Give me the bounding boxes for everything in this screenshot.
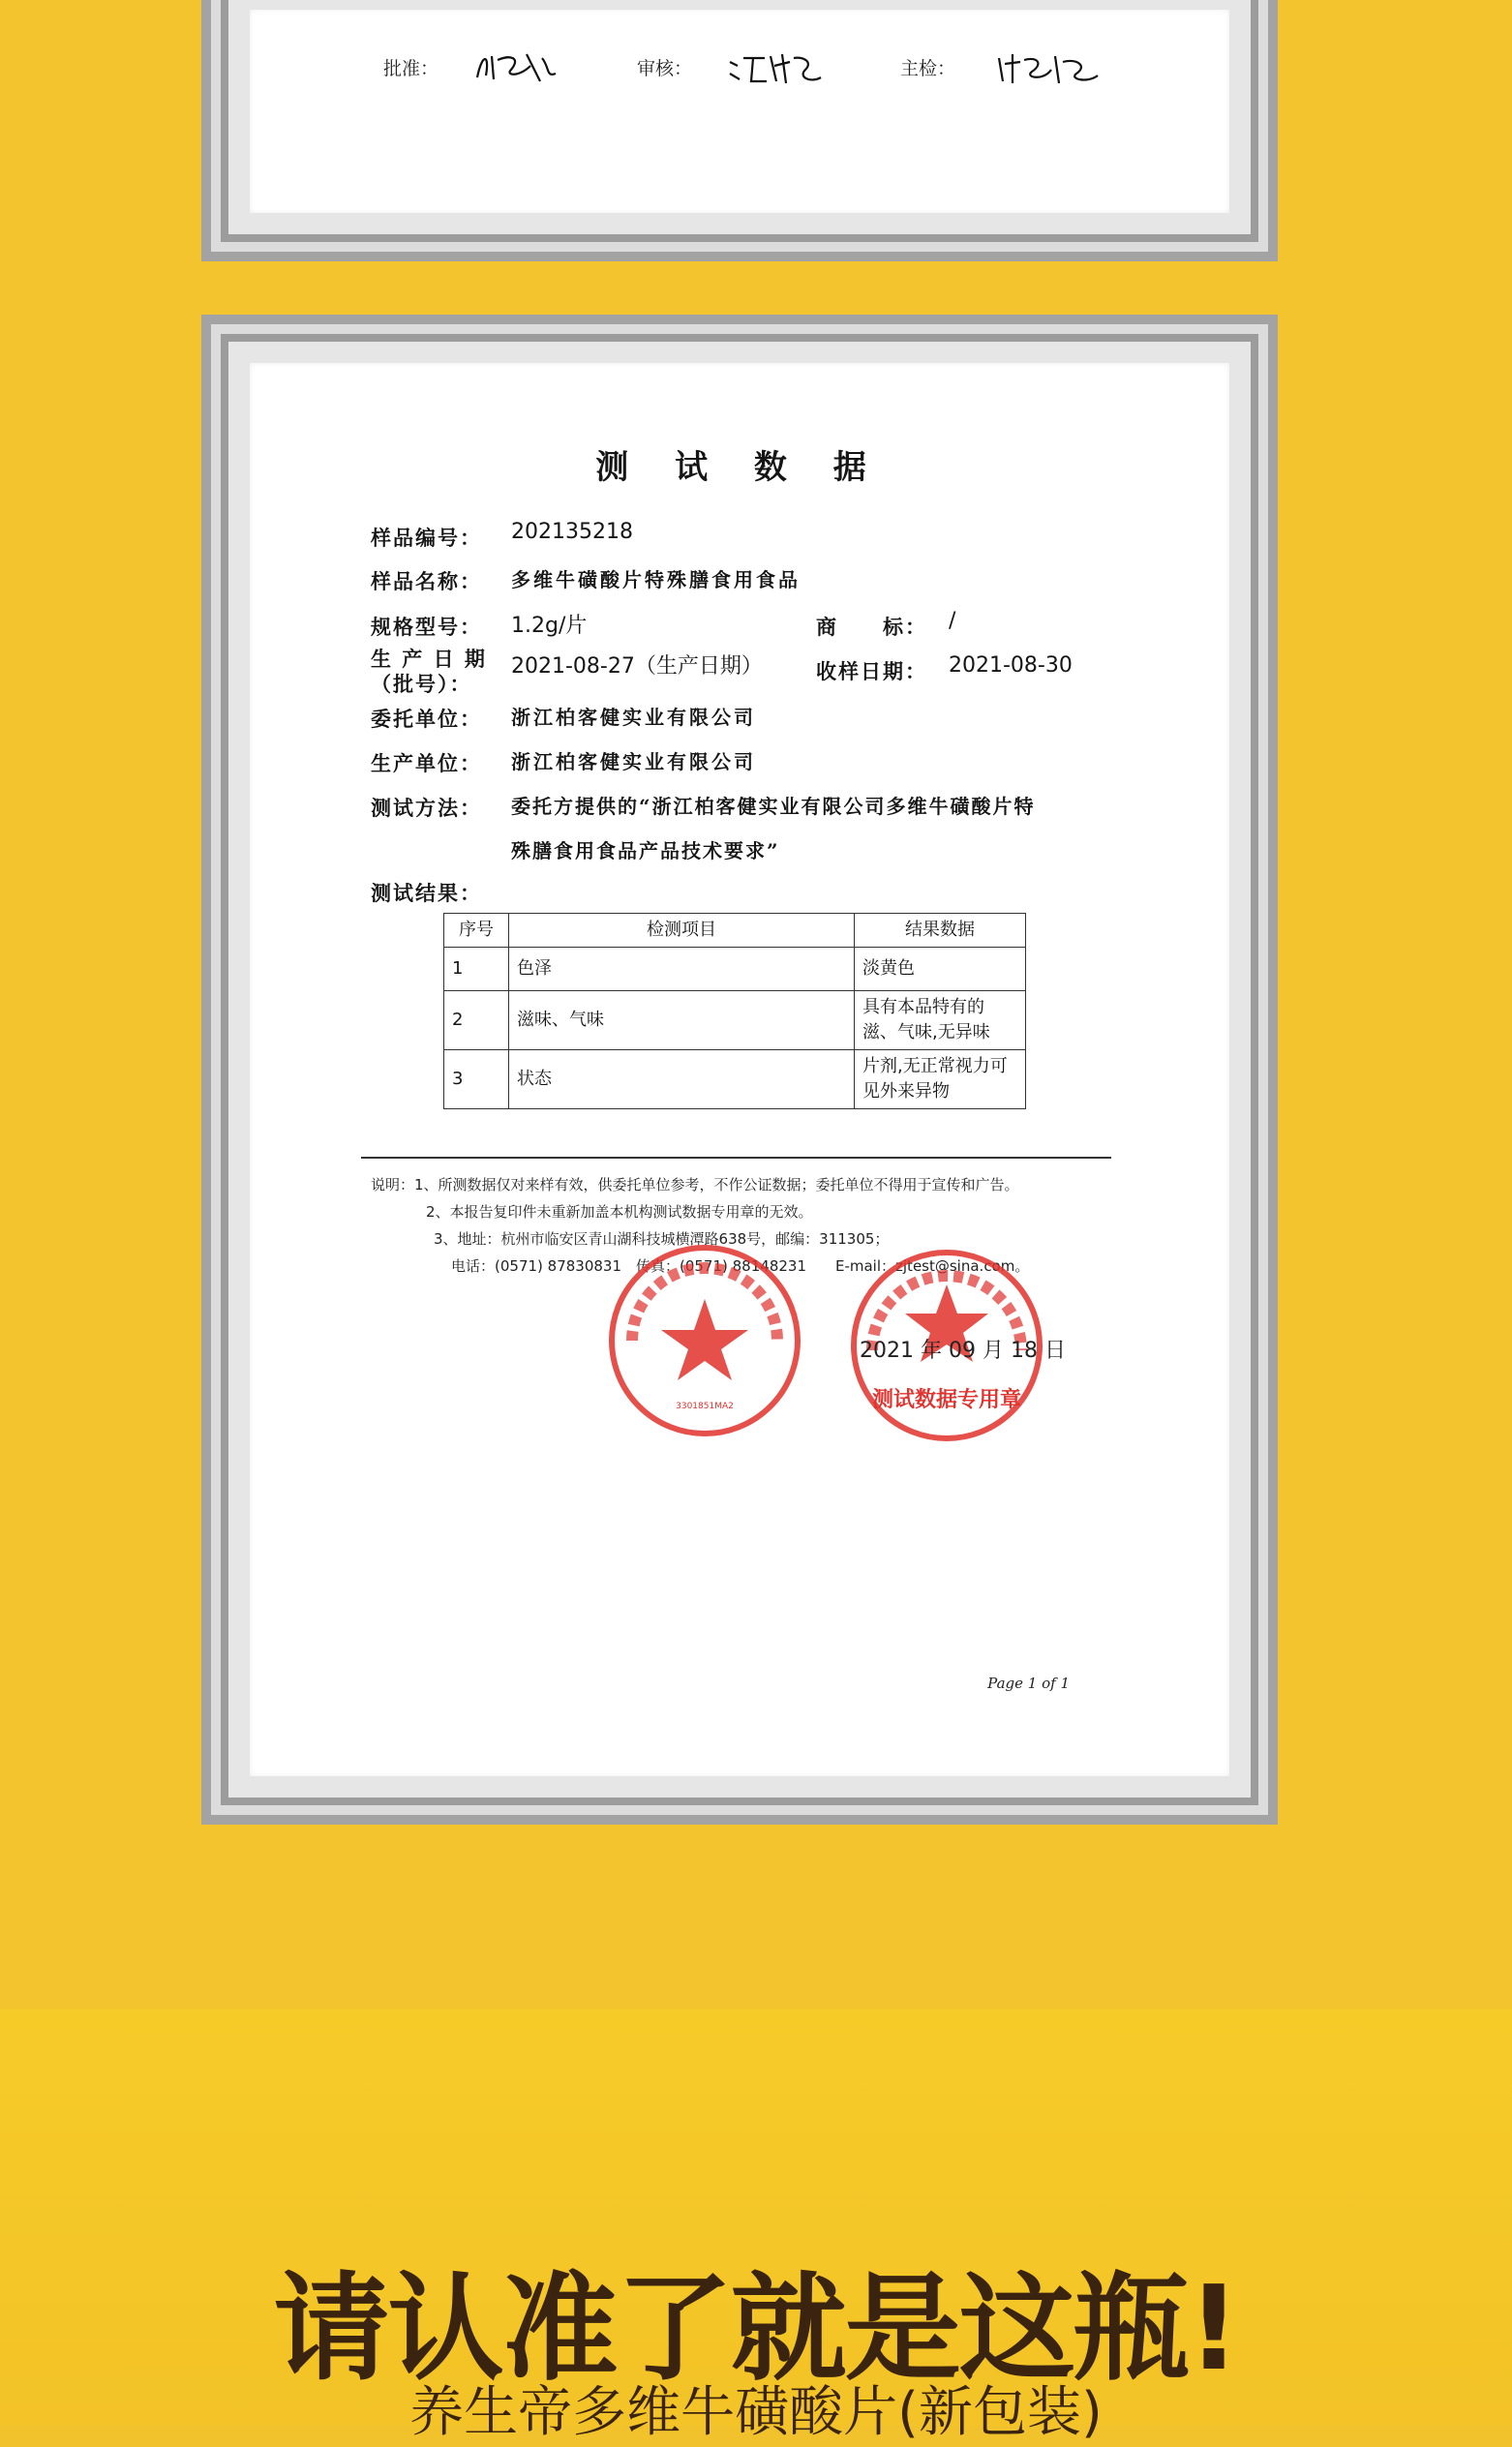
client-value: 浙江柏客健实业有限公司 (511, 706, 756, 729)
method-line-2: 殊膳食用食品产品技术要求” (511, 839, 780, 862)
banner-headline: 请认准了就是这瓶! (273, 2262, 1239, 2397)
inspect-signature (995, 48, 1102, 87)
producer-label: 生产单位： (371, 751, 482, 775)
method-line-1: 委托方提供的“浙江柏客健实业有限公司多维牛磺酸片特 (511, 795, 1036, 818)
row-result: 具有本品特有的 滋、气味,无异味 (855, 991, 1026, 1050)
test-data-report (250, 363, 1229, 1776)
review-signature (726, 48, 823, 87)
banner-subline: 养生帝多维牛磺酸片(新包装) (409, 2381, 1103, 2444)
report-title: 测 试 数 据 (595, 448, 884, 487)
sample-no-label: 样品编号： (371, 526, 482, 550)
approve-label: 批准： (383, 58, 439, 79)
spec-label: 规格型号： (371, 615, 482, 639)
inspect-label: 主检： (900, 58, 956, 79)
review-label: 审核： (637, 58, 693, 79)
certificate-frame-main (201, 315, 1278, 1825)
row-no: 1 (444, 948, 509, 991)
sample-name-value: 多维牛磺酸片特殊膳食用食品 (511, 568, 801, 591)
row-result: 淡黄色 (855, 948, 1026, 991)
certificate-frame-top (201, 0, 1278, 261)
brand-label: 商 标： (816, 615, 927, 639)
spec-value: 1.2g/片 (511, 614, 588, 638)
svg-text:3301851MA2: 3301851MA2 (676, 1402, 734, 1411)
row-result: 片剂,无正常视力可 见外来异物 (855, 1050, 1026, 1109)
note-4: 电话：(0571) 87830831 传真：(0571) 88148231 E-mail：zjtest@sina.com。 (451, 1257, 1030, 1275)
signature-row (250, 48, 1229, 106)
note-3: 3、地址：杭州市临安区青山湖科技城横潭路638号，邮编：311305； (434, 1230, 890, 1248)
note-1: 说明：1、所测数据仅对来样有效，供委托单位参考，不作公证数据；委托单位不得用于宣传和广告。 (371, 1176, 1019, 1193)
header-item: 检测项目 (509, 914, 855, 948)
sample-name-label: 样品名称： (371, 569, 482, 593)
row-no: 3 (444, 1050, 509, 1109)
row-no: 2 (444, 991, 509, 1050)
table-row (444, 1050, 1026, 1109)
batch-label: （批号）： (371, 672, 472, 696)
result-label: 测试结果： (371, 881, 482, 905)
svg-text:测试数据专用章: 测试数据专用章 (871, 1388, 1022, 1412)
row-item: 状态 (509, 1050, 855, 1109)
row-item: 色泽 (509, 948, 855, 991)
table-header-row (444, 914, 1026, 948)
client-label: 委托单位： (371, 707, 482, 731)
certificate-page-main (250, 363, 1229, 1776)
sample-no-value: 202135218 (511, 520, 633, 544)
prod-date-label: 生 产 日 期 (371, 647, 487, 671)
producer-value: 浙江柏客健实业有限公司 (511, 750, 756, 773)
note-2: 2、本报告复印件未重新加盖本机构测试数据专用章的无效。 (426, 1203, 813, 1221)
certificate-page-top (250, 10, 1229, 213)
table-row (444, 991, 1026, 1050)
receive-date-label: 收样日期： (816, 659, 927, 683)
page-number: Page 1 of 1 (987, 1675, 1070, 1692)
company-seal (603, 1239, 806, 1442)
prod-date-value: 2021-08-27（生产日期） (511, 654, 763, 679)
receive-date-value: 2021-08-30 (949, 653, 1073, 678)
notes-divider (361, 1157, 1111, 1159)
table-row (444, 948, 1026, 991)
brand-value: / (949, 609, 956, 633)
results-table (443, 913, 1026, 1109)
header-no: 序号 (444, 914, 509, 948)
header-result: 结果数据 (855, 914, 1026, 948)
approve-signature (472, 48, 559, 87)
method-label: 测试方法： (371, 796, 482, 820)
row-item: 滋味、气味 (509, 991, 855, 1050)
report-date: 2021 年 09 月 18 日 (860, 1339, 1066, 1363)
